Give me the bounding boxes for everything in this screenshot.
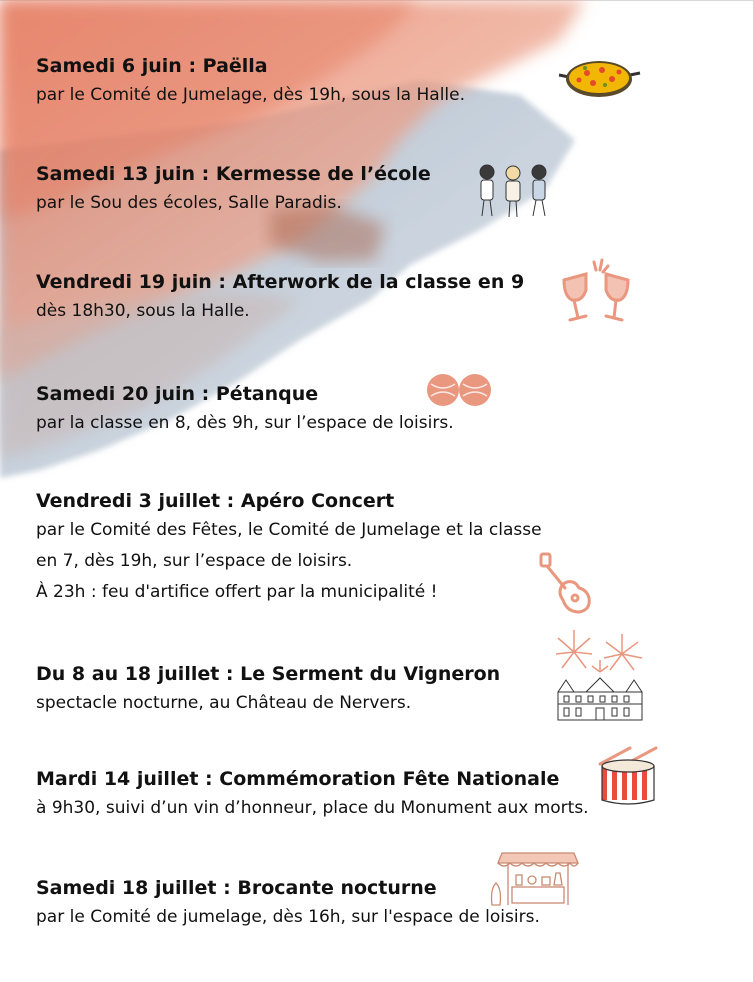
event-description xyxy=(36,688,500,719)
petanque-balls-icon xyxy=(426,371,492,409)
wine-glasses-toast-icon xyxy=(556,258,636,330)
event-petanque xyxy=(36,381,454,439)
event-title: Samedi 18 juillet : Brocante nocturne xyxy=(36,877,437,899)
event-afterwork xyxy=(36,269,524,327)
event-kermesse xyxy=(36,161,431,219)
event-title: Samedi 6 juin : Paëlla xyxy=(36,55,268,77)
children-icon xyxy=(473,162,555,220)
event-title: Samedi 13 juin : Kermesse de l’école xyxy=(36,163,431,185)
event-description-line: à 9h30, suivi d’un vin d’honneur, place du Monument aux morts. xyxy=(36,798,589,818)
event-title: Samedi 20 juin : Pétanque xyxy=(36,383,319,405)
paella-pan-icon xyxy=(557,55,642,103)
event-description xyxy=(36,188,431,219)
event-title: Mardi 14 juillet : Commémoration Fête Nationale xyxy=(36,768,560,790)
event-title: Vendredi 3 juillet : Apéro Concert xyxy=(36,490,395,512)
event-serment-vigneron xyxy=(36,661,500,719)
drum-icon xyxy=(596,744,660,806)
event-description xyxy=(36,408,454,439)
event-description-line: dès 18h30, sous la Halle. xyxy=(36,301,250,321)
event-description-line: par le Comité de jumelage, dès 16h, sur l'espace de loisirs. xyxy=(36,907,540,927)
event-brocante xyxy=(36,875,540,933)
event-title: Vendredi 19 juin : Afterwork de la classe en 9 xyxy=(36,271,525,293)
event-description xyxy=(36,793,589,824)
event-description xyxy=(36,515,542,608)
flea-market-stall-icon xyxy=(488,849,584,909)
event-description-line: en 7, dès 19h, sur l’espace de loisirs. xyxy=(36,551,353,571)
event-apero-concert xyxy=(36,488,542,608)
guitar-icon xyxy=(537,552,597,618)
event-description-line: spectacle nocturne, au Château de Nervers. xyxy=(36,693,412,713)
event-description xyxy=(36,80,465,111)
event-paella xyxy=(36,53,465,111)
fireworks-castle-icon xyxy=(552,624,648,724)
event-description xyxy=(36,296,524,327)
event-description-line: par la classe en 8, dès 9h, sur l’espace de loisirs. xyxy=(36,413,454,433)
event-description-line: À 23h : feu d'artifice offert par la municipalité ! xyxy=(36,582,438,602)
event-description-line: par le Comité des Fêtes, le Comité de Jumelage et la classe xyxy=(36,520,542,540)
event-title: Du 8 au 18 juillet : Le Serment du Vigneron xyxy=(36,663,501,685)
event-description xyxy=(36,902,540,933)
event-description-line: par le Sou des écoles, Salle Paradis. xyxy=(36,193,342,213)
event-description-line: par le Comité de Jumelage, dès 19h, sous la Halle. xyxy=(36,85,466,105)
event-fete-nationale xyxy=(36,766,589,824)
